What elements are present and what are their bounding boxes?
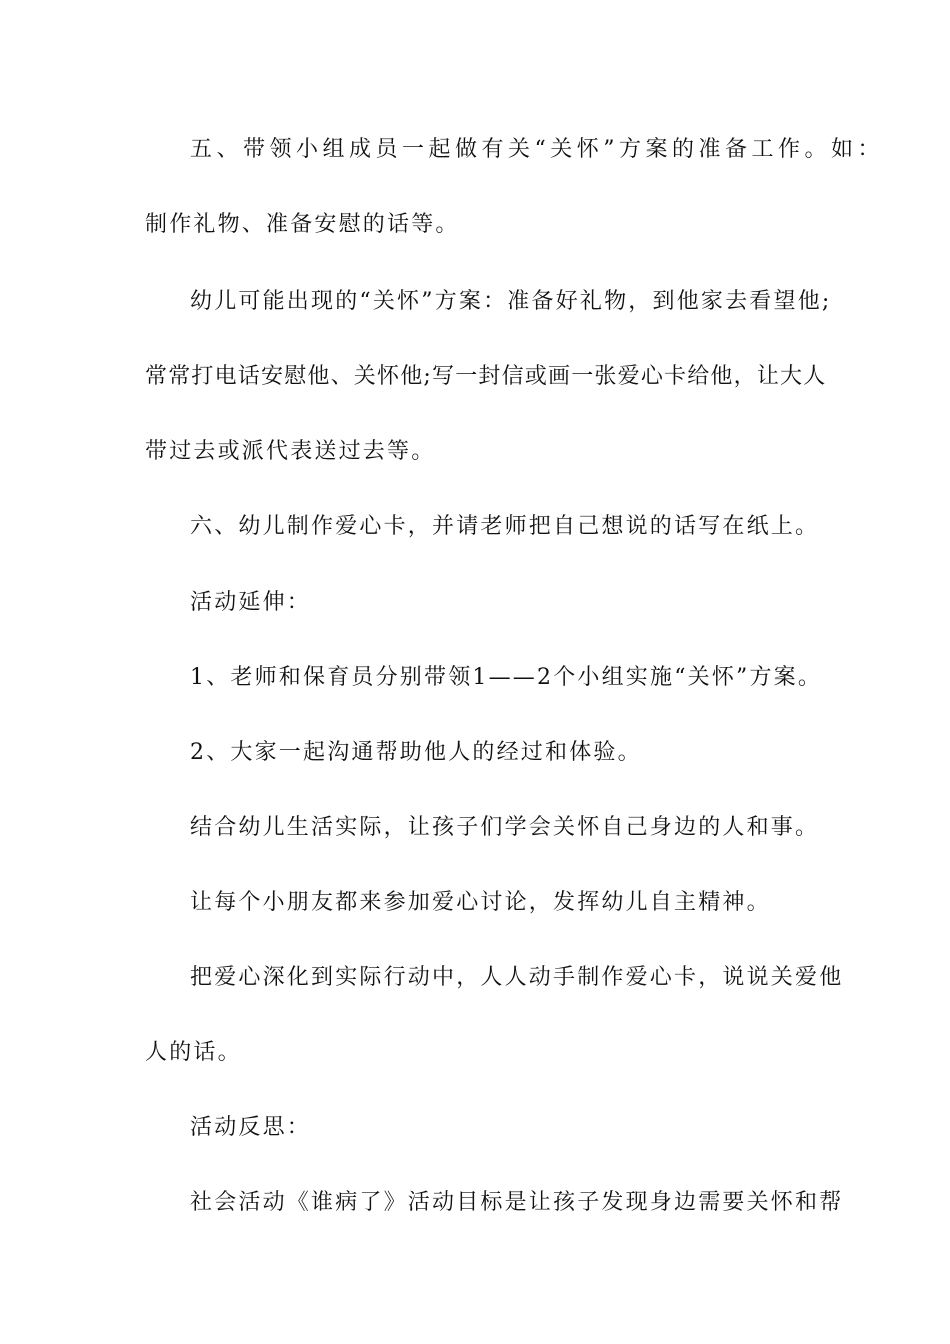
paragraph-line: 结合幼儿生活实际，让孩子们学会关怀自己身边的人和事。 [190, 815, 820, 840]
paragraph-line: 六、幼儿制作爱心卡，并请老师把自己想说的话写在纸上。 [190, 514, 820, 539]
paragraph-line: 幼儿可能出现的“关怀”方案：准备好礼物，到他家去看望他; [190, 289, 832, 314]
paragraph-line: 让每个小朋友都来参加爱心讨论，发挥幼儿自主精神。 [190, 890, 771, 915]
paragraph-line: 带过去或派代表送过去等。 [145, 439, 436, 464]
paragraph-line: 把爱心深化到实际行动中，人人动手制作爱心卡，说说关爱他 [190, 965, 844, 990]
paragraph-line: 2、大家一起沟通帮助他人的经过和体验。 [190, 740, 642, 765]
paragraph-line: 常常打电话安慰他、关怀他;写一封信或画一张爱心卡给他，让大人 [145, 364, 827, 389]
section-heading: 活动延伸： [190, 590, 312, 615]
paragraph-line: 人的话。 [145, 1040, 242, 1065]
paragraph-line: 五、带领小组成员一起做有关“关怀”方案的准备工作。如： [190, 137, 884, 162]
paragraph-line: 1、老师和保育员分别带领1——2个小组实施“关怀”方案。 [190, 665, 823, 690]
paragraph-line: 社会活动《谁病了》活动目标是让孩子发现身边需要关怀和帮 [190, 1190, 844, 1215]
paragraph-line: 制作礼物、准备安慰的话等。 [145, 212, 460, 237]
section-heading: 活动反思： [190, 1115, 312, 1140]
